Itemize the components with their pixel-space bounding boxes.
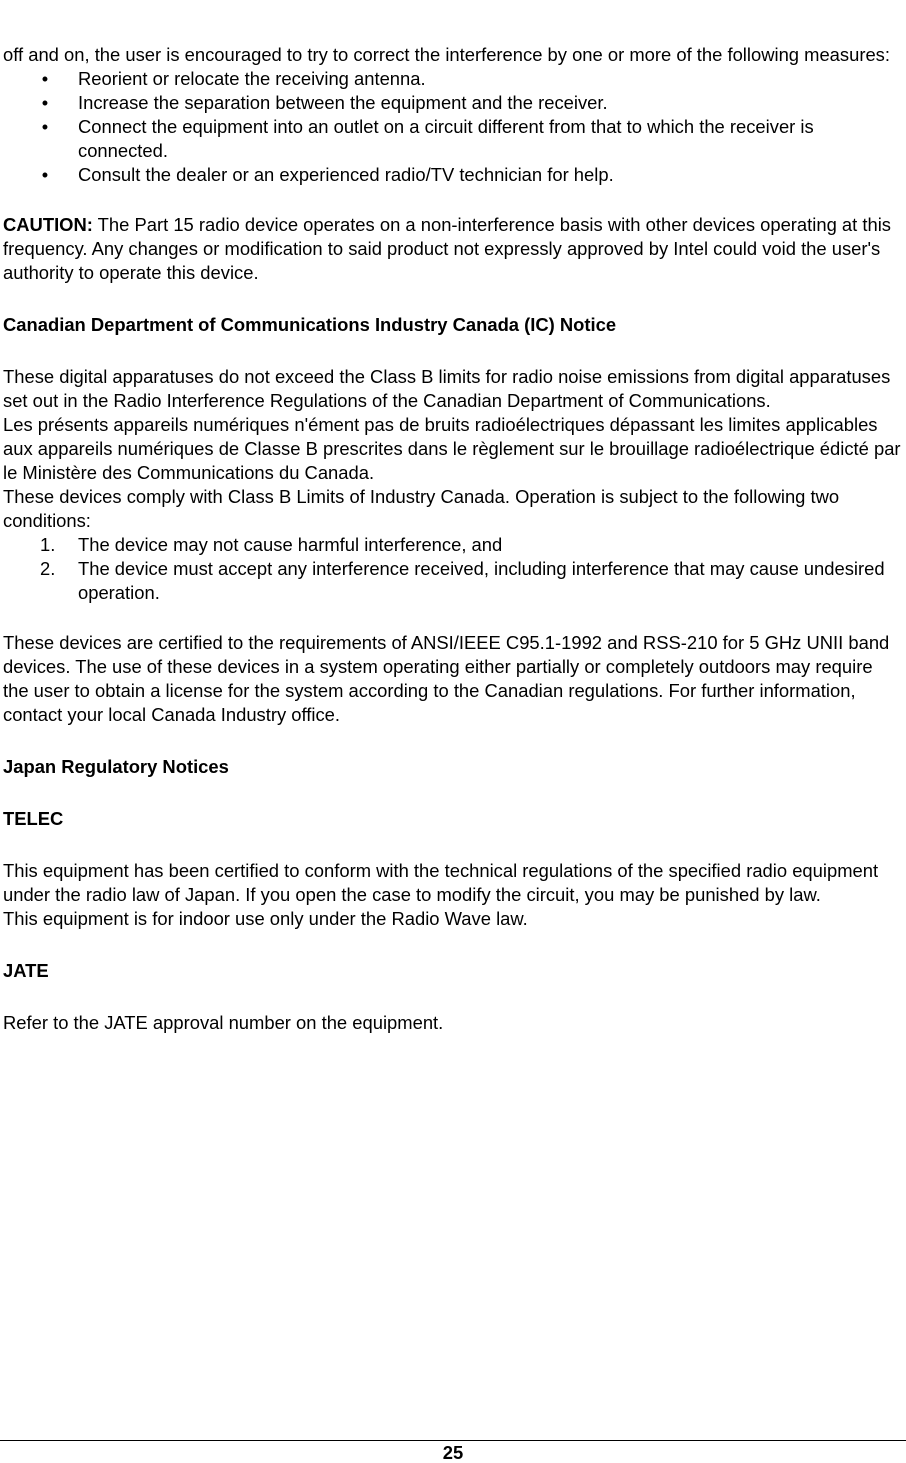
bullet-icon: •	[41, 116, 49, 137]
conditions-list	[3, 533, 903, 605]
list-item-number: 1.	[40, 534, 56, 555]
telec-paragraph-2: This equipment is for indoor use only under the Radio Wave law.	[3, 908, 528, 929]
list-item	[3, 163, 903, 187]
list-item	[3, 557, 903, 605]
telec-paragraph-1: This equipment has been certified to conform with the technical regulations of the specified radio equipment under the radio law of Japan. If you open the case to modify the circuit, you may be punished by law.	[3, 860, 879, 905]
list-item	[3, 67, 903, 91]
canada-paragraph-cert: These devices are certified to the requirements of ANSI/IEEE C95.1-1992 and RSS-210 for 5 GHz UNII band devices. The use of these devices in a system operating either partially or completely outdoors may require the user to obtain a license for the system according to the Canadian regulations. For further information, contact your local Canada Industry office.	[3, 632, 890, 725]
bullet-icon: •	[41, 92, 49, 113]
measures-list	[3, 67, 903, 187]
document-body	[3, 43, 903, 1035]
list-item-text: The device must accept any interference received, including interference that may cause undesired operation.	[78, 558, 885, 603]
list-item-text: Connect the equipment into an outlet on a circuit different from that to which the receiver is connected.	[78, 116, 814, 161]
caution-text: The Part 15 radio device operates on a non-interference basis with other devices operating at this frequency. Any changes or modification to said product not expressly approved by Intel could void the user's authority to operate this device.	[3, 214, 891, 283]
telec-heading: TELEC	[3, 808, 64, 829]
list-item	[3, 533, 903, 557]
japan-heading: Japan Regulatory Notices	[3, 756, 229, 777]
footer-divider	[0, 1440, 906, 1441]
canada-paragraph-en: These digital apparatuses do not exceed the Class B limits for radio noise emissions from digital apparatuses set out in the Radio Interference Regulations of the Canadian Department of Communications.	[3, 366, 891, 411]
caution-label: CAUTION:	[3, 214, 93, 235]
list-item	[3, 115, 903, 163]
canada-heading: Canadian Department of Communications Industry Canada (IC) Notice	[3, 314, 617, 335]
bullet-icon: •	[41, 68, 49, 89]
list-item-text: Consult the dealer or an experienced radio/TV technician for help.	[78, 164, 614, 185]
bullet-icon: •	[41, 164, 49, 185]
canada-paragraph-comply: These devices comply with Class B Limits of Industry Canada. Operation is subject to the following two conditions:	[3, 486, 840, 531]
jate-heading: JATE	[3, 960, 49, 981]
list-item-text: Increase the separation between the equipment and the receiver.	[78, 92, 608, 113]
caution-paragraph	[3, 213, 903, 285]
canada-paragraph-fr: Les présents appareils numériques n'ément pas de bruits radioélectriques dépassant les limites applicables aux appareils numériques de Classe B prescrites dans le règlement sur le brouillage radioélectrique édicté par le Ministère des Communications du Canada.	[3, 414, 901, 483]
list-item	[3, 91, 903, 115]
list-item-text: The device may not cause harmful interference, and	[78, 534, 503, 555]
page-number: 25	[442, 1442, 464, 1463]
list-item-number: 2.	[40, 558, 56, 579]
intro-paragraph: off and on, the user is encouraged to try to correct the interference by one or more of the following measures:	[3, 44, 890, 65]
jate-paragraph: Refer to the JATE approval number on the equipment.	[3, 1012, 444, 1033]
list-item-text: Reorient or relocate the receiving antenna.	[78, 68, 426, 89]
